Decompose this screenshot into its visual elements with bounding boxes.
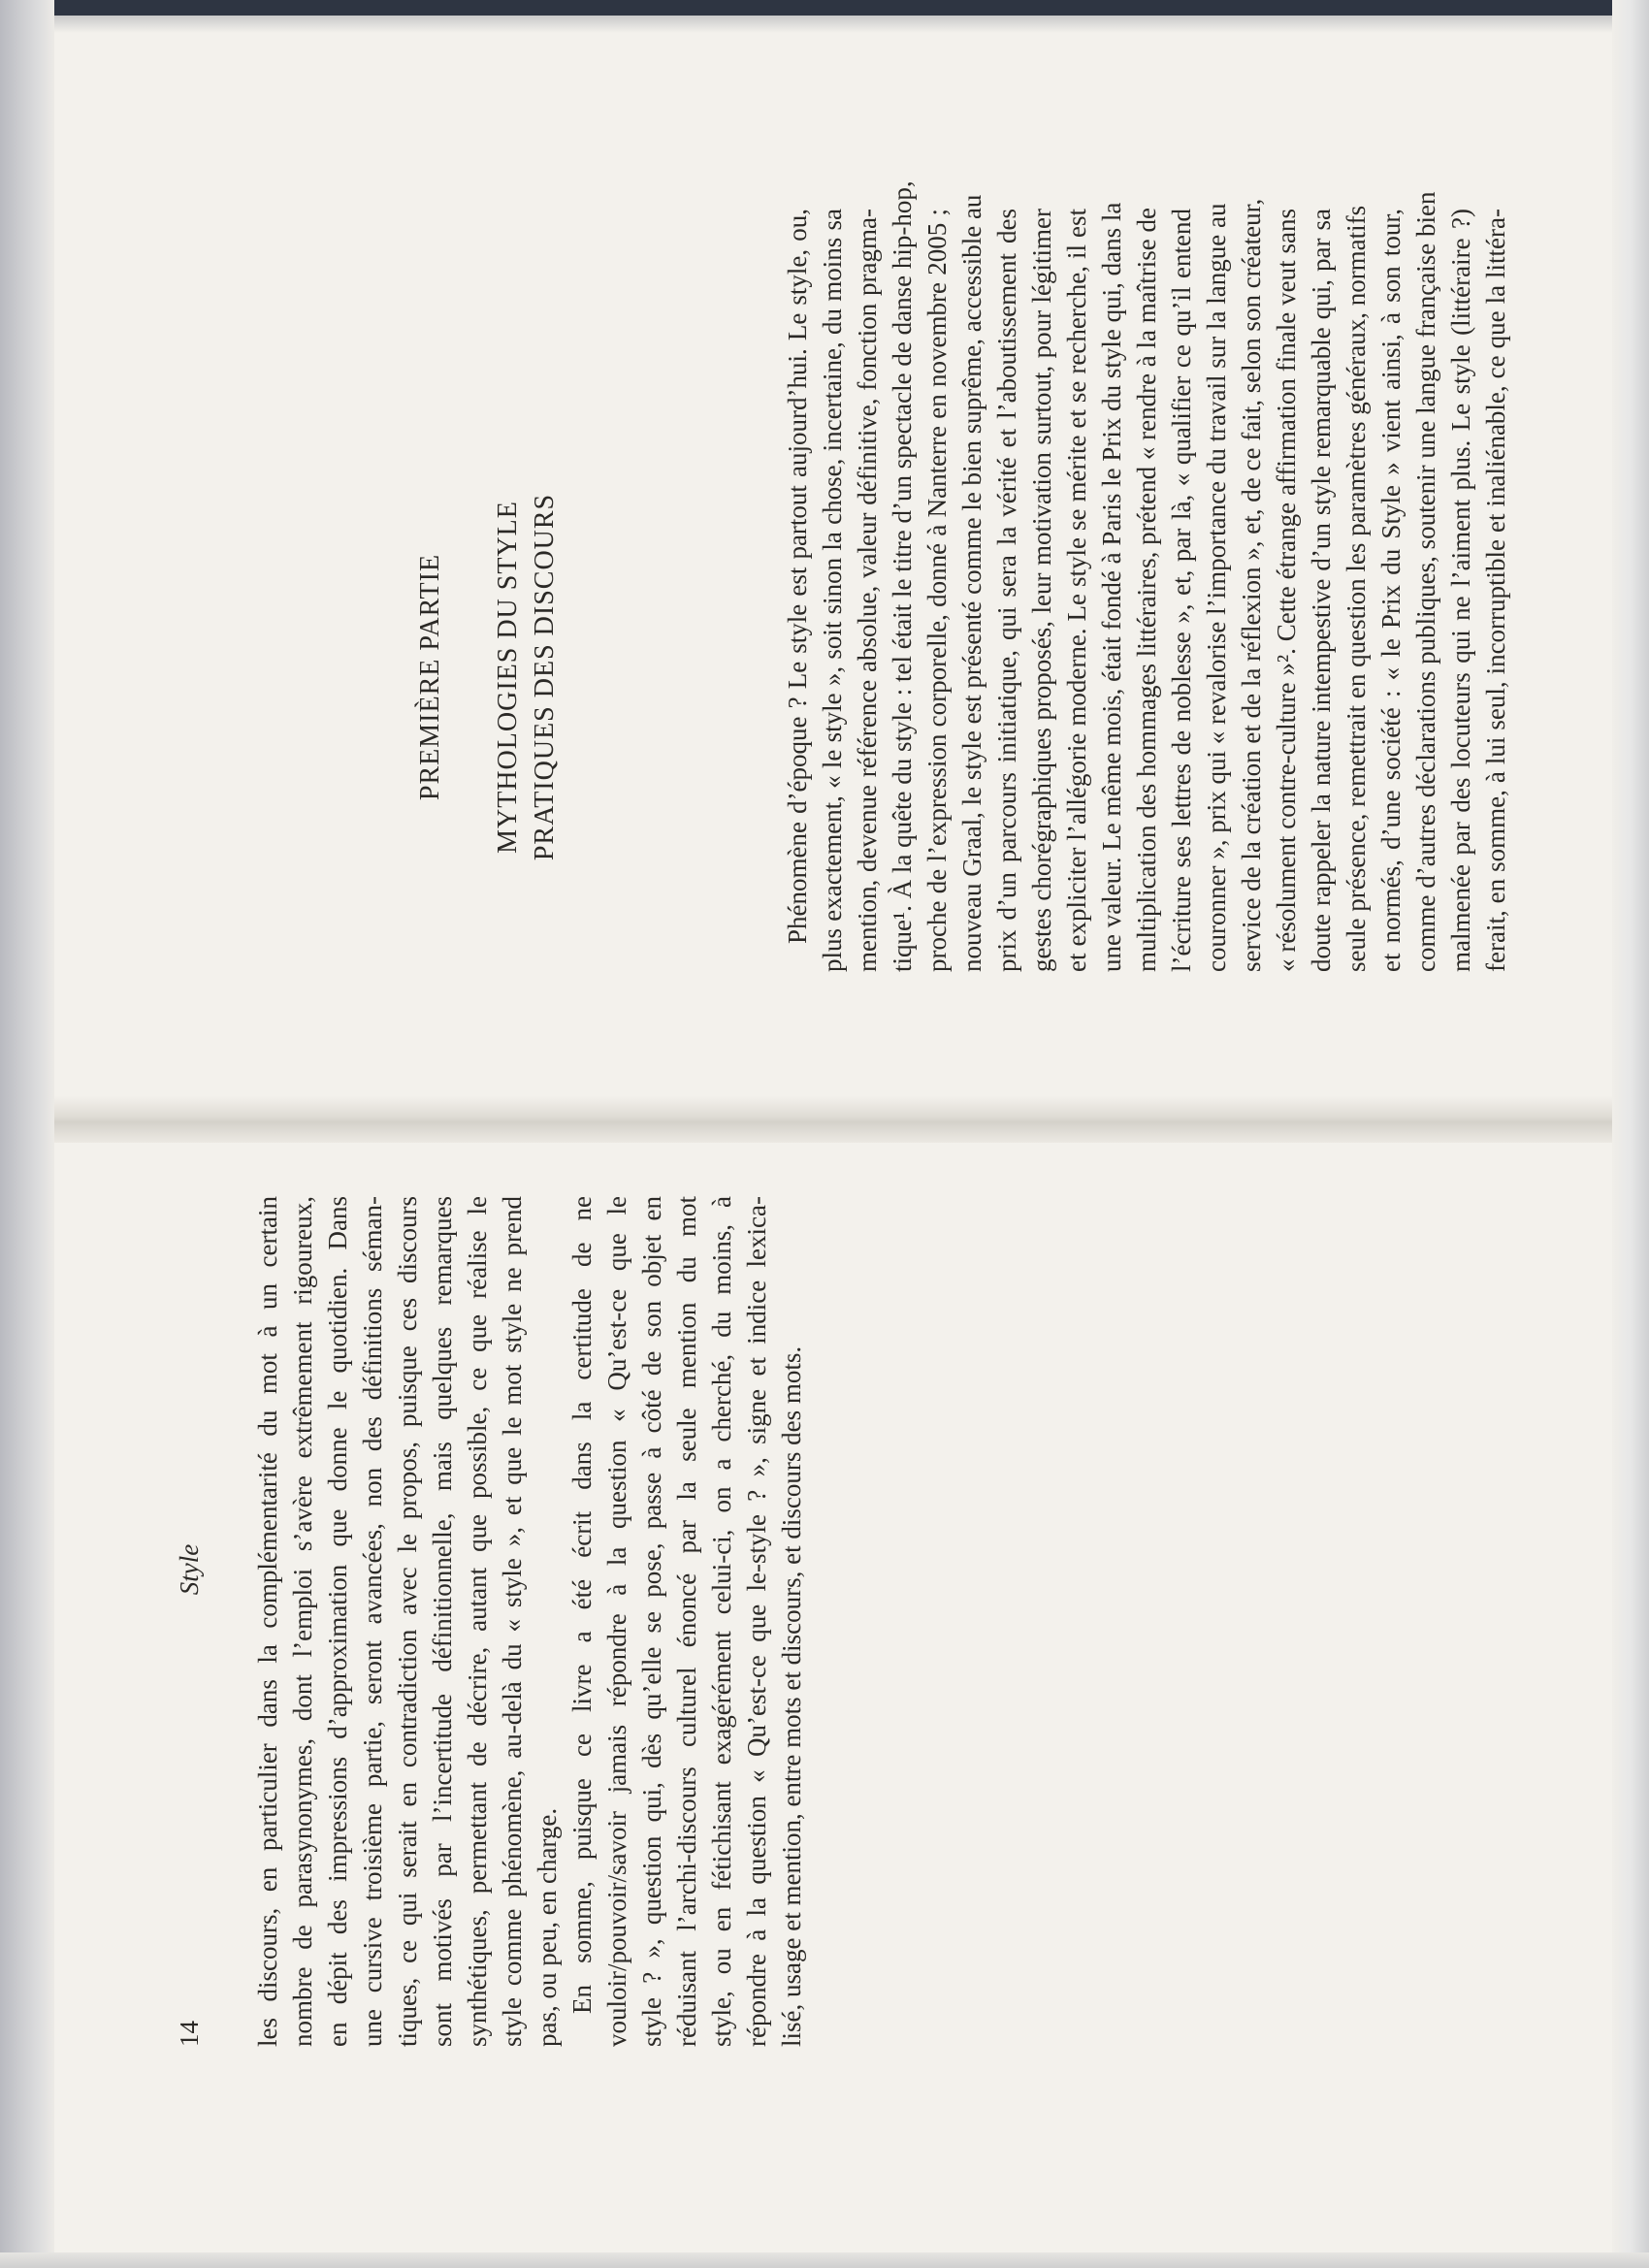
- body-line: En somme, puisque ce livre a été écrit dans la certitude de ne: [567, 1196, 597, 2014]
- body-line: « résolument contre-culture »². Cette étrange affirmation finale veut sans: [1272, 209, 1301, 972]
- body-line: l’écriture ses lettres de noblesse », et, par là, « qualifier ce qu’il entend: [1167, 209, 1196, 972]
- part-title: PREMIÈRE PARTIE: [415, 553, 445, 801]
- running-head: Style: [175, 1543, 204, 1596]
- body-line: style, ou en fétichisant exagérément celui-ci, on a cherché, du moins, à: [707, 1196, 736, 2047]
- body-line: service de la création et de la réflexion », et, de ce fait, selon son créateur,: [1237, 198, 1266, 972]
- body-line: style comme phénomène, au-delà du « style », et que le mot style ne prend: [498, 1196, 527, 2047]
- body-line: sont motivés par l’incertitude définitionnelle, mais quelques remarques: [428, 1196, 457, 2047]
- body-line: tique¹. À la quête du style : tel était le titre d’un spectacle de danse hip-hop,: [888, 180, 917, 972]
- body-line: une cursive troisième partie, seront avancées, non des définitions séman-: [358, 1196, 387, 2047]
- body-line: lisé, usage et mention, entre mots et discours, et discours des mots.: [777, 1345, 806, 2047]
- body-line: plus exactement, « le style », soit sinon la chose, incertaine, du moins sa: [818, 209, 847, 972]
- body-line: comme d’autres déclarations publiques, soutenir une langue française bien: [1411, 191, 1440, 972]
- body-line: et normés, d’une société : « le Prix du Style » vient ainsi, à son tour,: [1376, 209, 1406, 972]
- body-line: doute rappeler la nature intempestive d’un style remarquable qui, par sa: [1307, 209, 1336, 972]
- body-line: proche de l’expression corporelle, donné à Nanterre en novembre 2005 ;: [922, 209, 952, 972]
- body-line: en dépit des impressions d’approximation que donne le quotidien. Dans: [323, 1196, 352, 2047]
- body-line: gestes chorégraphiques proposés, leur motivation surtout, pour légitimer: [1027, 209, 1056, 972]
- body-line: répondre à la question « Qu’est-ce que le-style ? », signe et indice lexica-: [742, 1196, 771, 2047]
- body-line: nouveau Graal, le style est présenté comme le bien suprême, accessible au: [957, 194, 986, 972]
- body-line: prix d’un parcours initiatique, qui sera la vérité et l’aboutissement des: [992, 209, 1021, 972]
- body-line: réduisant l’archi-discours culturel énoncé par la seule mention du mot: [672, 1196, 701, 2047]
- body-line: synthétiques, permettant de décrire, autant que possible, ce que réalise le: [463, 1196, 492, 2047]
- body-line: et expliciter l’allégorie moderne. Le style se mérite et se recherche, il est: [1062, 209, 1091, 972]
- body-line: nombre de parasynonymes, dont l’emploi s’avère extrêmement rigoureux,: [288, 1196, 317, 2047]
- body-line: ferait, en somme, à lui seul, incorruptible et inaliénable, ce que la littéra-: [1481, 209, 1510, 972]
- section-title: PRATIQUES DES DISCOURS: [530, 493, 560, 861]
- body-line: les discours, en particulier dans la complémentarité du mot à un certain: [253, 1196, 282, 2047]
- body-line: malmenée par des locuteurs qui ne l’aiment plus. Le style (littéraire ?): [1446, 209, 1475, 972]
- body-line: mention, devenue référence absolue, valeur définitive, fonction pragma-: [853, 209, 882, 972]
- body-line: pas, ou peu, en charge.: [533, 1807, 562, 2047]
- body-line: couronner », prix qui « revalorise l’importance du travail sur la langue au: [1202, 203, 1231, 972]
- page-number: 14: [175, 2021, 204, 2047]
- body-line: style ? », question qui, dès qu’elle se pose, passe à côté de son objet en: [637, 1196, 666, 2047]
- body-line: une valeur. Le même mois, était fondé à Paris le Prix du style qui, dans la: [1097, 202, 1126, 972]
- body-line: tiques, ce qui serait en contradiction avec le propos, puisque ces discours: [393, 1196, 422, 2047]
- body-line: Phénomène d’époque ? Le style est partout aujourd’hui. Le style, ou,: [783, 209, 812, 944]
- body-line: vouloir/pouvoir/savoir jamais répondre à la question « Qu’est-ce que le: [602, 1196, 631, 2047]
- section-title: MYTHOLOGIES DU STYLE: [493, 501, 523, 854]
- body-line: seule présence, remettrait en question les paramètres généraux, normatifs: [1342, 205, 1371, 972]
- body-line: multiplication des hommages littéraires, prétend « rendre à la maîtrise de: [1132, 208, 1161, 972]
